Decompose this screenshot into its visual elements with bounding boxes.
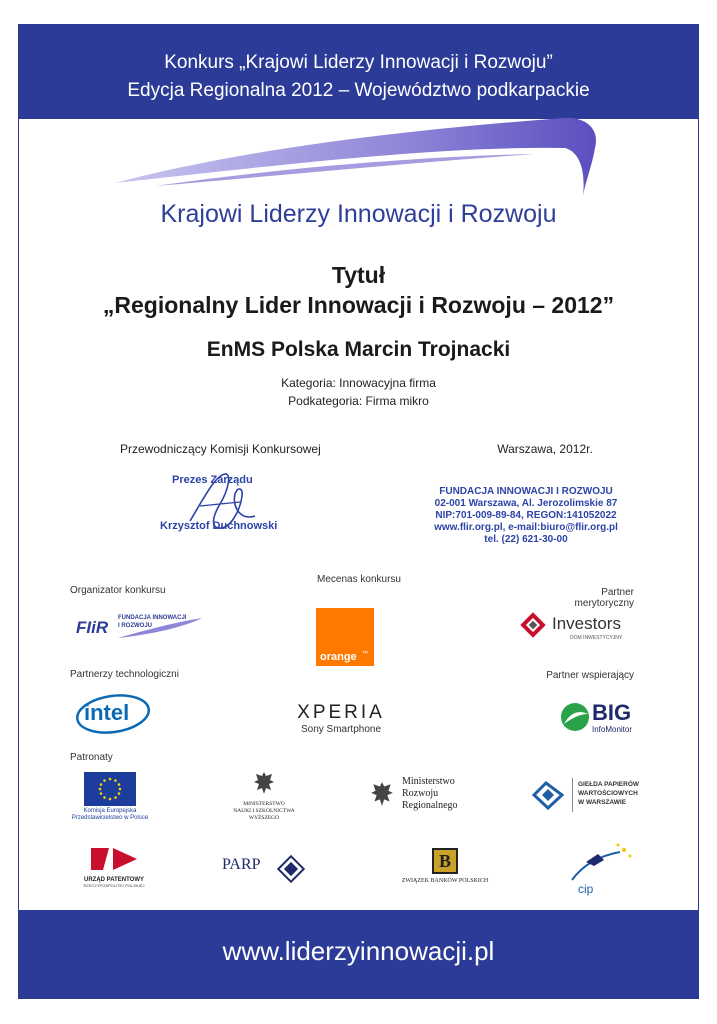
mrr-logo xyxy=(370,776,470,820)
mrr-line-1: Ministerstwo xyxy=(402,776,455,787)
parp-text: PARP xyxy=(222,856,261,873)
footer-url[interactable]: www.liderzyinnowacji.pl xyxy=(222,936,495,966)
foundation-stamp-line: FUNDACJA INNOWACJI I ROZWOJU xyxy=(439,486,613,497)
stamp-name: Krzysztof Duchnowski xyxy=(160,520,278,532)
gpw-divider xyxy=(572,778,573,812)
foundation-stamp xyxy=(426,486,626,546)
eu-logo xyxy=(70,772,150,822)
cip-logo xyxy=(558,840,638,900)
mnisw-line-3: WYŻSZEGO xyxy=(248,815,280,821)
investors-sub: DOM INWESTYCYJNY xyxy=(570,635,623,641)
big-name: BIG xyxy=(592,700,632,725)
parp-diamond-icon xyxy=(276,854,306,884)
flir-mark: FIiR xyxy=(76,618,109,637)
mnisw-line-1: MINISTERSTWO xyxy=(243,801,285,807)
eagle-icon xyxy=(370,780,394,808)
intel-text: intel xyxy=(84,700,130,725)
zbp-text: ZWIĄZEK BANKÓW POLSKICH xyxy=(401,878,489,884)
foundation-stamp-line: 02-001 Warszawa, Al. Jerozolimskie 87 xyxy=(434,498,618,509)
gpw-emblem-icon xyxy=(530,780,566,810)
gpw-line-2: WARTOŚCIOWYCH xyxy=(578,790,638,797)
gpw-line-1: GIEŁDA PAPIERÓW xyxy=(578,781,640,788)
foundation-stamp-line: www.flir.org.pl, e-mail:biuro@flir.org.pl xyxy=(434,522,618,533)
investors-diamond-icon xyxy=(518,610,548,640)
cip-text: cip xyxy=(578,882,594,896)
big-logo xyxy=(560,700,650,740)
flir-logo xyxy=(76,612,206,642)
award-category: Kategoria: Innowacyjna firma xyxy=(281,376,436,390)
program-logo-text: Krajowi Liderzy Innowacji i Rozwoju xyxy=(160,200,557,228)
stamp-role: Prezes Zarządu xyxy=(172,474,253,486)
zbp-logo xyxy=(400,848,490,892)
foundation-stamp-line: tel. (22) 621-30-00 xyxy=(484,534,568,545)
eu-line-2: Przedstawicielstwo w Polsce xyxy=(71,815,149,821)
orange-text: orange xyxy=(320,651,357,663)
header-line-2: Edycja Regionalna 2012 – Województwo podkarpackie xyxy=(127,80,590,101)
xperia-sub: Sony Smartphone xyxy=(300,724,382,735)
swoosh-logo-graphic xyxy=(95,108,605,198)
uprp-line-2: RZECZYPOSPOLITEJ POLSKIEJ xyxy=(83,883,145,888)
organizer-label: Organizator konkursu xyxy=(70,585,166,596)
chair-label: Przewodniczący Komisji Konkursowej xyxy=(120,442,321,456)
award-recipient: EnMS Polska Marcin Trojnacki xyxy=(206,338,511,361)
mrr-line-3: Regionalnego xyxy=(402,800,458,811)
intel-logo xyxy=(74,692,152,736)
zbp-mark: B xyxy=(432,848,458,874)
investors-logo xyxy=(518,610,648,644)
footer-band xyxy=(19,910,698,998)
cip-skier-icon xyxy=(558,840,638,900)
investors-name: Investors xyxy=(552,614,621,633)
gpw-logo xyxy=(530,778,646,818)
eu-flag-icon xyxy=(84,772,136,806)
uprp-logo xyxy=(74,846,154,894)
eu-line-1: Komisja Europejska xyxy=(83,808,137,814)
mnisw-logo xyxy=(222,770,306,828)
big-circle-icon xyxy=(560,702,590,732)
patron-label: Mecenas konkursu xyxy=(317,574,401,585)
uprp-line-1: URZĄD PATENTOWY xyxy=(84,877,144,883)
award-title: „Regionalny Lider Innowacji i Rozwoju – 2012” xyxy=(102,292,615,318)
parp-logo xyxy=(222,854,314,884)
eagle-icon xyxy=(253,770,275,796)
gpw-line-3: W WARSZAWIE xyxy=(578,799,627,806)
orange-logo xyxy=(316,608,374,666)
award-title-label: Tytuł xyxy=(331,262,386,288)
xperia-name: XPERIA xyxy=(297,702,385,723)
tech-partners-label: Partnerzy technologiczni xyxy=(70,669,179,680)
uprp-emblem-icon xyxy=(89,846,139,872)
support-partner-label: Partner wspierający xyxy=(546,670,634,681)
patronages-label: Patronaty xyxy=(70,752,113,763)
xperia-logo xyxy=(280,702,402,735)
header-band xyxy=(19,25,698,119)
award-subcategory: Podkategoria: Firma mikro xyxy=(288,394,429,408)
flir-text-2: I ROZWOJU xyxy=(118,623,152,629)
header-line-1: Konkurs „Krajowi Liderzy Innowacji i Rozwoju” xyxy=(164,52,553,73)
foundation-stamp-line: NIP:701-009-89-84, REGON:141052022 xyxy=(435,510,617,521)
mrr-line-2: Rozwoju xyxy=(402,788,439,799)
big-sub: InfoMonitor xyxy=(592,725,633,734)
merit-partner-label: Partner merytoryczny xyxy=(574,587,634,609)
mnisw-line-2: NAUKI I SZKOLNICTWA xyxy=(233,808,295,814)
place-date: Warszawa, 2012r. xyxy=(497,442,593,456)
flir-text-1: FUNDACJA INNOWACJI xyxy=(118,615,187,621)
orange-tm: ™ xyxy=(362,651,368,657)
